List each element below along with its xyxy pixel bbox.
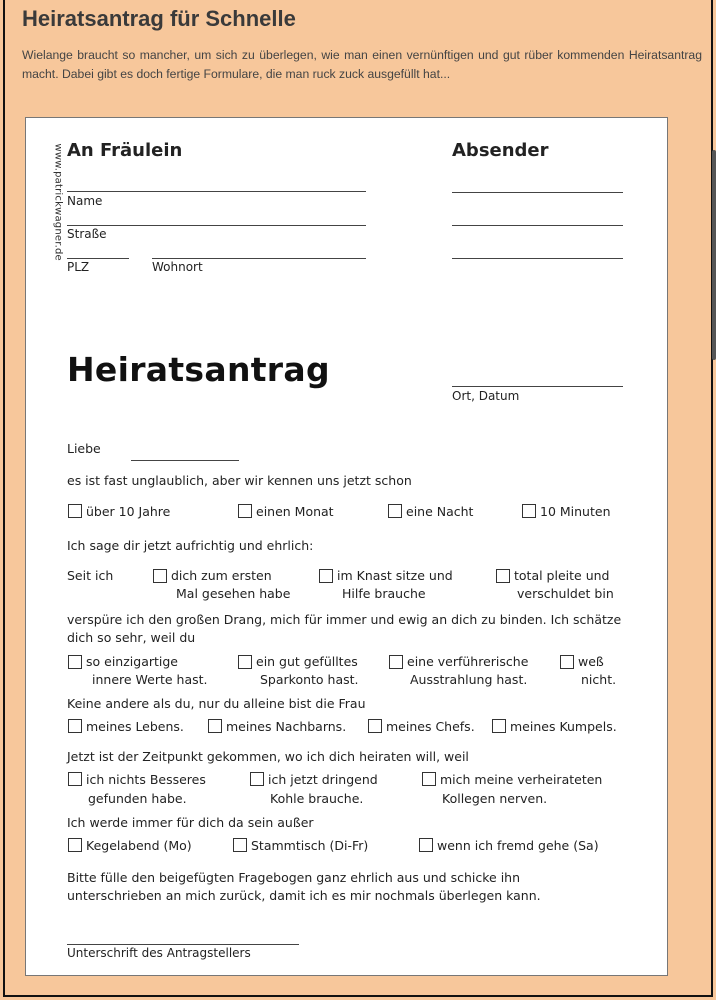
option-because-4-line2: nicht. bbox=[581, 672, 617, 687]
option-reason-3-line1: mich meine verheirateten bbox=[440, 772, 603, 787]
checkbox-woman-1[interactable] bbox=[68, 719, 82, 733]
checkbox-reason-3[interactable] bbox=[422, 772, 436, 786]
checkbox-except-3[interactable] bbox=[419, 838, 433, 852]
checkbox-reason-1[interactable] bbox=[68, 772, 82, 786]
option-since-1-line1: dich zum ersten bbox=[171, 568, 272, 583]
signature-label: Unterschrift des Antragstellers bbox=[67, 946, 251, 960]
checkbox-except-1[interactable] bbox=[68, 838, 82, 852]
recipient-heading: An Fräulein bbox=[67, 140, 183, 161]
option-woman-3: meines Chefs. bbox=[386, 719, 475, 734]
checkbox-woman-2[interactable] bbox=[208, 719, 222, 733]
option-woman-2: meines Nachbarns. bbox=[226, 719, 347, 734]
always-text: Ich werde immer für dich da sein außer bbox=[67, 815, 314, 830]
checkbox-because-1[interactable] bbox=[68, 655, 82, 669]
option-known-4: 10 Minuten bbox=[540, 504, 611, 519]
checkbox-known-1[interactable] bbox=[68, 504, 82, 518]
city-label: Wohnort bbox=[152, 260, 203, 274]
option-because-1-line1: so einzigartige bbox=[86, 654, 178, 669]
checkbox-known-2[interactable] bbox=[238, 504, 252, 518]
place-date-label: Ort, Datum bbox=[452, 389, 520, 403]
checkbox-because-2[interactable] bbox=[238, 655, 252, 669]
option-known-2: einen Monat bbox=[256, 504, 334, 519]
sender-line-2[interactable] bbox=[452, 225, 623, 226]
checkbox-reason-2[interactable] bbox=[250, 772, 264, 786]
name-line[interactable] bbox=[67, 191, 366, 192]
sender-line-1[interactable] bbox=[452, 192, 623, 193]
checkbox-because-4[interactable] bbox=[560, 655, 574, 669]
option-since-1-line2: Mal gesehen habe bbox=[176, 586, 291, 601]
option-woman-4: meines Kumpels. bbox=[510, 719, 617, 734]
known-text: es ist fast unglaublich, aber wir kennen uns jetzt schon bbox=[67, 473, 412, 488]
option-known-3: eine Nacht bbox=[406, 504, 474, 519]
zip-label: PLZ bbox=[67, 260, 90, 274]
place-date-line[interactable] bbox=[452, 386, 623, 387]
option-since-2-line1: im Knast sitze und bbox=[337, 568, 453, 583]
checkbox-since-1[interactable] bbox=[153, 569, 167, 583]
checkbox-woman-4[interactable] bbox=[492, 719, 506, 733]
checkbox-known-3[interactable] bbox=[388, 504, 402, 518]
option-since-3-line2: verschuldet bin bbox=[517, 586, 614, 601]
option-reason-1-line2: gefunden habe. bbox=[88, 791, 187, 806]
option-reason-1-line1: ich nichts Besseres bbox=[86, 772, 206, 787]
time-text: Jetzt ist der Zeitpunkt gekommen, wo ich dich heiraten will, weil bbox=[67, 749, 469, 764]
option-since-3-line1: total pleite und bbox=[514, 568, 610, 583]
city-line[interactable] bbox=[152, 258, 366, 259]
option-reason-2-line1: ich jetzt dringend bbox=[268, 772, 378, 787]
checkbox-known-4[interactable] bbox=[522, 504, 536, 518]
checkbox-except-2[interactable] bbox=[233, 838, 247, 852]
checkbox-since-3[interactable] bbox=[496, 569, 510, 583]
sender-line-3[interactable] bbox=[452, 258, 623, 259]
option-woman-1: meines Lebens. bbox=[86, 719, 184, 734]
option-except-2: Stammtisch (Di-Fr) bbox=[251, 838, 369, 853]
checkbox-since-2[interactable] bbox=[319, 569, 333, 583]
proposal-form bbox=[25, 117, 668, 976]
zip-line[interactable] bbox=[67, 258, 129, 259]
checkbox-woman-3[interactable] bbox=[368, 719, 382, 733]
option-reason-2-line2: Kohle brauche. bbox=[270, 791, 364, 806]
honest-text: Ich sage dir jetzt aufrichtig und ehrlich: bbox=[67, 538, 314, 553]
watermark: www.patrickwagner.de bbox=[52, 143, 64, 261]
option-because-2-line1: ein gut gefülltes bbox=[256, 654, 358, 669]
form-title: Heiratsantrag bbox=[67, 350, 330, 389]
option-because-3-line1: eine verführerische bbox=[407, 654, 529, 669]
option-because-4-line1: weß bbox=[578, 654, 604, 669]
greeting-name-line[interactable] bbox=[131, 460, 239, 461]
closing-text: Bitte fülle den beigefügten Fragebogen ganz ehrlich aus und schicke ihn unterschrieben an mich zurück, damit ich es mir nochmals überlegen kann. bbox=[67, 870, 541, 903]
sender-heading: Absender bbox=[452, 140, 549, 161]
since-label: Seit ich bbox=[67, 568, 114, 583]
option-because-3-line2: Ausstrahlung hast. bbox=[410, 672, 528, 687]
option-reason-3-line2: Kollegen nerven. bbox=[442, 791, 548, 806]
name-label: Name bbox=[67, 194, 103, 208]
urge-text: verspüre ich den großen Drang, mich für immer und ewig an dich zu binden. Ich schätze dich so sehr, weil du bbox=[67, 612, 622, 645]
signature-line[interactable] bbox=[67, 944, 299, 945]
street-label: Straße bbox=[67, 227, 107, 241]
option-except-1: Kegelabend (Mo) bbox=[86, 838, 192, 853]
street-line[interactable] bbox=[67, 225, 366, 226]
option-except-3: wenn ich fremd gehe (Sa) bbox=[437, 838, 599, 853]
greeting: Liebe bbox=[67, 441, 101, 456]
woman-text: Keine andere als du, nur du alleine bist die Frau bbox=[67, 696, 366, 711]
intro-text: Wielange braucht so mancher, um sich zu überlegen, wie man einen vernünftigen und gut rüber kommenden Heiratsantrag macht. Dabei gibt es doch fertige Formulare, die man ruck zuck ausgefüllt hat... bbox=[22, 48, 702, 81]
scroll-indicator[interactable] bbox=[712, 150, 716, 360]
option-because-2-line2: Sparkonto hast. bbox=[260, 672, 359, 687]
option-known-1: über 10 Jahre bbox=[86, 504, 171, 519]
checkbox-because-3[interactable] bbox=[389, 655, 403, 669]
option-because-1-line2: innere Werte hast. bbox=[92, 672, 208, 687]
option-since-2-line2: Hilfe brauche bbox=[342, 586, 426, 601]
page-title: Heiratsantrag für Schnelle bbox=[22, 6, 296, 31]
